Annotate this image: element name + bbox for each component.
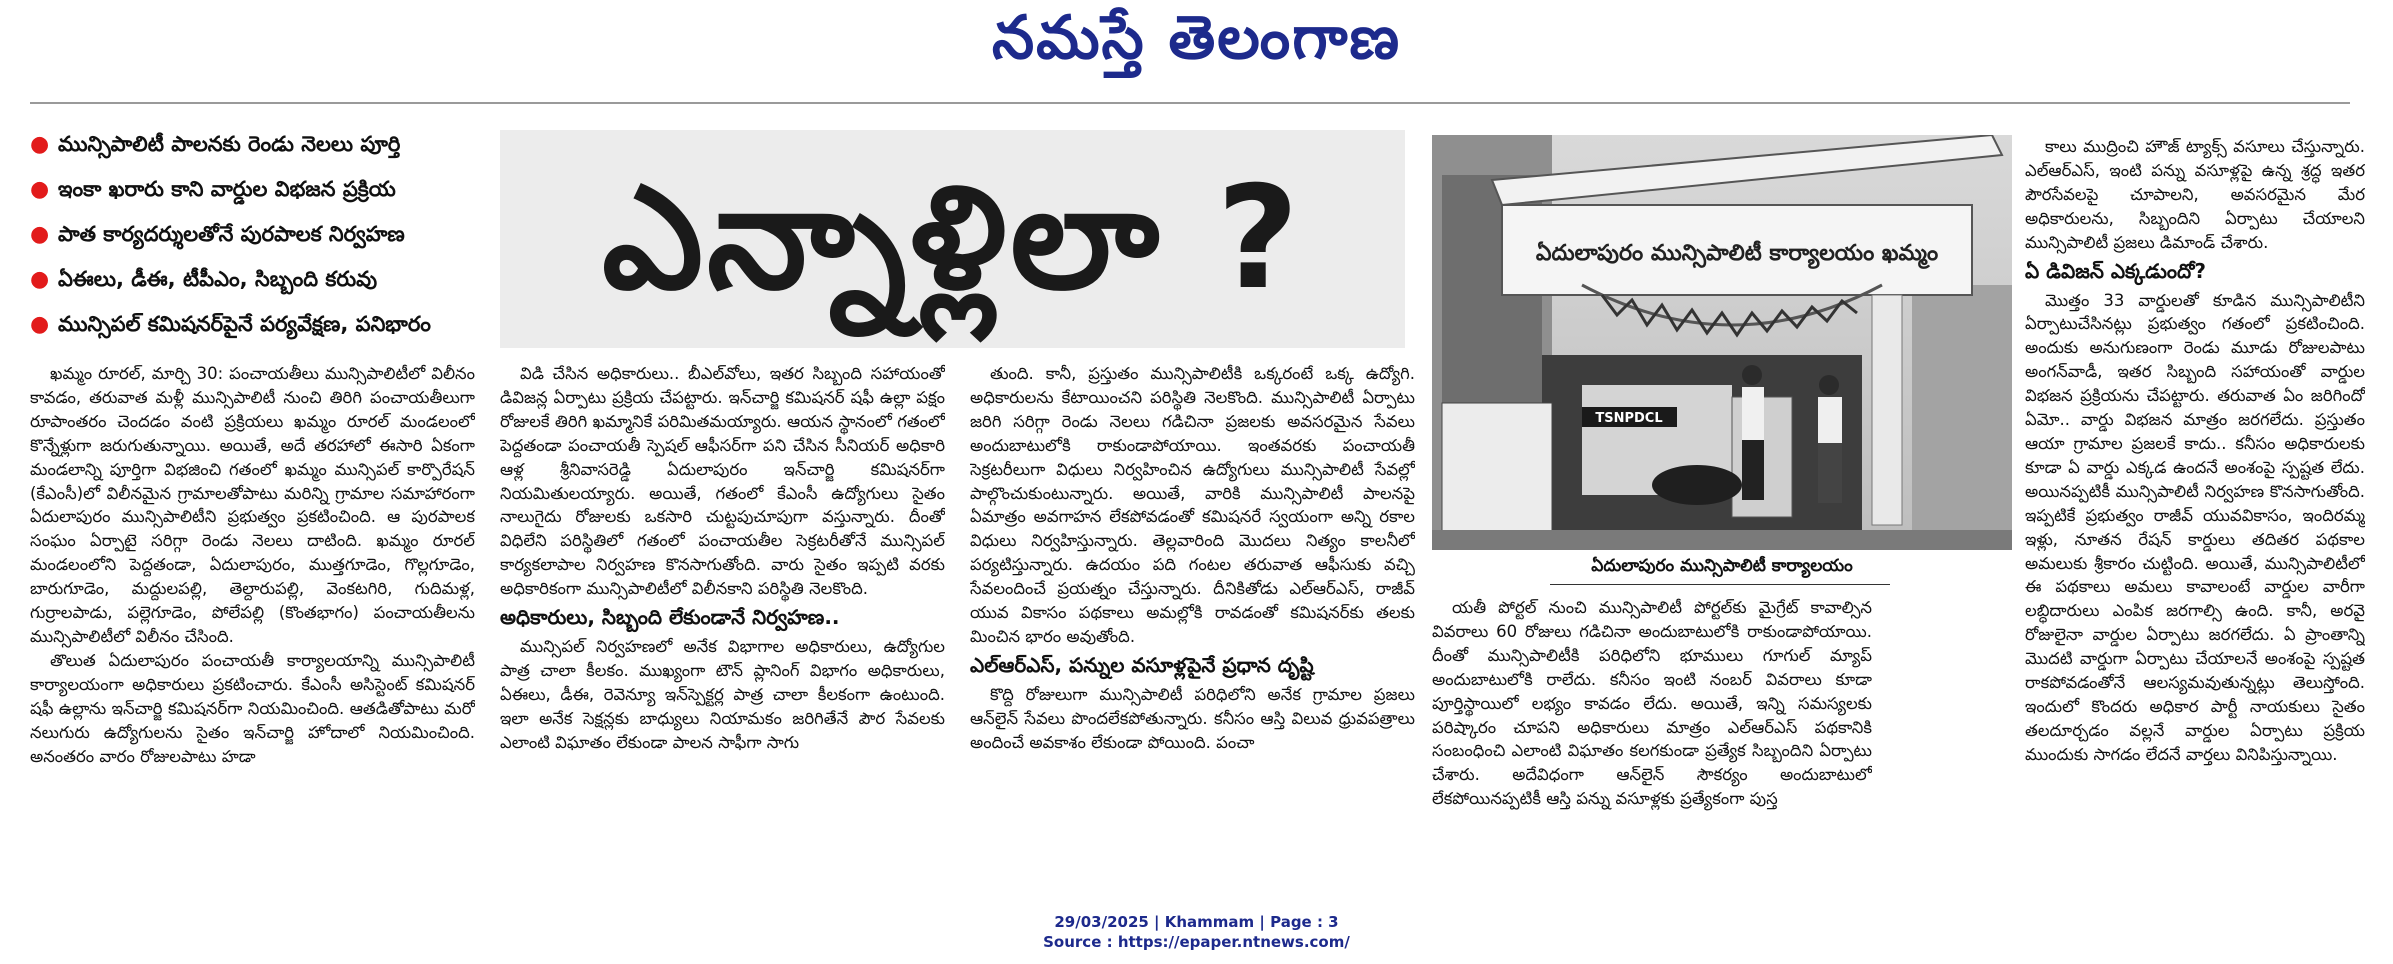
- masthead-divider: [30, 102, 2350, 104]
- headline-box: [500, 130, 1405, 348]
- municipal-office-photo: [1432, 135, 2012, 550]
- highlight-text: మున్సిపాలిటీ పాలనకు రెండు నెలలు పూర్తి: [58, 132, 401, 156]
- highlight-item: [30, 167, 500, 212]
- subheading: ఎల్‌ఆర్‌ఎస్‌, పన్నుల వసూళ్లపైనే ప్రధాన దృష్టి: [970, 652, 1314, 677]
- highlight-item: [30, 212, 500, 257]
- bullet-icon: ●: [30, 177, 50, 202]
- article-paragraph: మొత్తం 33 వార్డులతో కూడిన మున్సిపాలిటీని ఏర్పాటుచేసినట్లు ప్రభుత్వం గతంలో ప్రకటించింది. అందుకు అనుగుణంగా రెండు మూడు రోజులపాటు అంగన్‌వాడీ, ఇతర సిబ్బంది సహాయంతో వార్డుల విభజన ప్రక్రియను చేపట్టారు. తరువాత ఏం జరిగిందో ఏమో.. వార్డు విభజన మాత్రం జరగలేదు. ప్రస్తుతం ఆయా గ్రామాల ప్రజలకే కాదు.. కనీసం అధికారులకు కూడా ఏ వార్డు ఎక్కడ ఉందనే అంశంపై స్పష్టత లేదు. అయినప్పటికీ మున్సిపాలిటీ నిర్వహణ కొనసాగుతోంది. ఇప్పటికే ప్రభుత్వం రాజీవ్‌ యువవికాసం, ఇందిరమ్మ ఇళ్లు, నూతన రేషన్‌ కార్డులు తదితర పథకాల అమలుకు శ్రీకారం చుట్టింది. అయితే, మున్సిపాలిటీలో ఈ పథకాలు అమలు కావాలంటే వార్డుల వారీగా లబ్ధిదారులు ఎంపిక జరగాల్సి ఉంది. కానీ, అరవై రోజులైనా వార్డుల ఏర్పాటు జరగలేదు. ఏ ప్రాంతాన్ని మొదటి వార్డుగా ఏర్పాటు చేయాలనే అంశంపై స్పష్టత రాకపోవడంతోనే ఆలస్యమవుతున్నట్లు తెలుస్తోంది. ఇందులో కొందరు అధికార పార్టీ నాయకులు సైతం తలదూర్చడం వల్లనే వార్డుల ఏర్పాటు ప్రక్రియ ముందుకు సాగడం లేదనే వార్తలు వినిపిస్తున్నాయి.: [2025, 290, 2365, 764]
- article-paragraph: విడి చేసిన అధికారులు.. బీఎల్‌వోలు, ఇతర సిబ్బంది సహాయంతో డివిజన్ల ఏర్పాటు ప్రక్రియ చేపట్టారు. ఇన్‌చార్జి కమిషనర్‌ షఫీ ఉల్లా పక్షం రోజులకే తిరిగి ఖమ్మానికే పరిమితమయ్యారు. ఆయన స్థానంలో గతంలో పెద్దతండా పంచాయతీ స్పెషల్‌ ఆఫీసర్‌గా పని చేసిన సీనియర్‌ అధికారి ఆళ్ల శ్రీనివాసరెడ్డి ఏదులాపురం ఇన్‌చార్జి కమిషనర్‌గా నియమితులయ్యారు. అయితే, గతంలో కేఎంసీ ఉద్యోగులు సైతం నాలుగైదు రోజులకు ఒకసారి చుట్టపుచూపుగా వస్తున్నారు. దీంతో విధిలేని పరిస్థితిలో గతంలో పంచాయతీల సెక్రటరీతోనే మున్సిపల్‌ కార్యకలాపాల నిర్వహణ కొనసాగుతోంది. వారు సైతం ఇప్పటి వరకు అధికారికంగా మున్సిపాలిటీలో విలీనకాని పరిస్థితి నెలకొంది.: [500, 364, 945, 599]
- article-column-1: [30, 362, 475, 884]
- highlight-item: [30, 257, 500, 302]
- article-paragraph: కాలు ముద్రించి హౌజ్‌ ట్యాక్స్‌ వసూలు చేస్తున్నారు. ఎల్‌ఆర్‌ఎస్‌, ఇంటి పన్ను వసూళ్లపై ఉన్న శ్రద్ధ ఇతర పౌరసేవలపై చూపాలని, అవసరమైన మేర అధికారులను, సిబ్బందిని ఏర్పాటు చేయాలని మున్సిపాలిటీ ప్రజలు డిమాండ్‌ చేశారు.: [2025, 137, 2365, 252]
- article-column-2: [500, 362, 945, 884]
- article-column-4: [1432, 596, 1872, 886]
- article-paragraph: యతీ పోర్టల్‌ నుంచి మున్సిపాలిటీ పోర్టల్‌కు మైగ్రేట్‌ కావాల్సిన వివరాలు 60 రోజులు గడిచినా అందుబాటులోకి రాకుండాపోయాయి. దీంతో మున్సిపాలిటీకి పరిధిలోని భూములు గూగుల్‌ మ్యాప్‌ అందుబాటులోకి రాలేదు. కనీసం ఇంటి నంబర్‌ వివరాలు కూడా పూర్తిస్థాయిలో లభ్యం కావడం లేదు. అయితే, ఇన్ని సమస్యలకు పరిష్కారం చూపని అధికారులు మాత్రం ఎల్‌ఆర్‌ఎస్‌ పథకానికి సంబంధించి ఎలాంటి విఘాతం కలగకుండా ప్రత్యేక సిబ్బందిని ఏర్పాటు చేశారు. అదేవిధంగా ఆన్‌లైన్‌ సౌకర్యం అందుబాటులో లేకపోయినప్పటికీ ఆస్తి పన్ను వసూళ్లకు ప్రత్యేకంగా పుస్త: [1432, 598, 1872, 809]
- headline: ఎన్నాళ్లిలా ?: [602, 156, 1303, 321]
- article-paragraph: తుంది. కానీ, ప్రస్తుతం మున్సిపాలిటీకి ఒక్కరంటే ఒక్క ఉద్యోగి. అధికారులను కేటాయించని పరిస్థితి నెలకొంది. మున్సిపాలిటీ ఏర్పాటు జరిగి సరిగ్గా రెండు నెలలు గడిచినా ప్రజలకు అవసరమైన సేవలు అందుబాటులోకి రాకుండాపోయాయి. ఇంతవరకు పంచాయతీ సెక్రటరీలుగా విధులు నిర్వహించిన ఉద్యోగులు మున్సిపాలిటీ సేవల్లో పాల్గొంచుకుంటున్నారు. అయితే, వారికి మున్సిపాలిటీ పాలనపై ఏమాత్రం అవగాహన లేకపోవడంతో కమిషనరే స్వయంగా అన్ని రకాల విధులు నిర్వహిస్తున్నారు. తెల్లవారింది మొదలు నిత్యం కాలనీలో పర్యటిస్తున్నారు. ఉదయం పది గంటల తరువాత ఆఫీసుకు వచ్చి సేవలందించే ప్రయత్నం చేస్తున్నారు. దీనికితోడు ఎల్‌ఆర్‌ఎస్‌, రాజీవ్‌ యువ వికాసం పథకాలు అమల్లోకి రావడంతో కమిషనర్‌కు తలకు మించిన భారం అవుతోంది.: [970, 364, 1415, 646]
- article-paragraph: కొద్ది రోజులుగా మున్సిపాలిటీ పరిధిలోని అనేక గ్రామాల ప్రజలు ఆన్‌లైన్‌ సేవలు పొందలేకపోతున్నారు. కనీసం ఆస్తి విలువ ధ్రువపత్రాలు అందించే అవకాశం లేకుండా పోయింది. పంచా: [970, 684, 1415, 752]
- masthead: [0, 3, 2393, 73]
- highlight-item: [30, 302, 500, 347]
- building-sign-text: ఏదులాపురం మున్సిపాలిటీ కార్యాలయం ఖమ్మం: [1535, 241, 1939, 266]
- bullet-icon: ●: [30, 312, 50, 337]
- banner-text: TSNPDCL: [1595, 411, 1663, 426]
- subheading: ఏ డివిజన్‌ ఎక్కడుందో?: [2025, 258, 2207, 283]
- highlight-text: మున్సిపల్ కమిషనర్‌పైనే పర్యవేక్షణ, పనిభారం: [58, 312, 431, 336]
- bullet-icon: ●: [30, 222, 50, 247]
- bullet-icon: ●: [30, 132, 50, 157]
- highlights-list: [30, 122, 500, 347]
- photo-caption: ఏదులాపురం మున్సిపాలిటీ కార్యాలయం: [1591, 556, 1853, 576]
- highlight-text: ఏఈలు, డీఈ, టీపీఎం, సిబ్బంది కరువు: [58, 267, 378, 291]
- article-column-3: [970, 362, 1415, 884]
- highlight-text: ఇంకా ఖరారు కాని వార్డుల విభజన ప్రక్రియ: [58, 177, 396, 201]
- bullet-icon: ●: [30, 267, 50, 292]
- subheading: అధికారులు, సిబ్బంది లేకుండానే నిర్వహణ..: [500, 605, 840, 630]
- article-paragraph: ఖమ్మం రూరల్‌, మార్చి 30: పంచాయతీలు మున్సిపాలిటీలో విలీనం కావడం, తరువాత మళ్లీ మున్సిపాలిటీ నుంచి తిరిగి పంచాయతీలుగా రూపాంతరం చెందడం వంటి ప్రక్రియలు ఖమ్మం రూరల్‌ మండలంలో కొన్నేళ్లుగా జరుగుతున్నాయి. అయితే, అదే తరహాలో ఈసారి ఏకంగా మండలాన్ని పూర్తిగా విభజించి గతంలో ఖమ్మం మున్సిపల్‌ కార్పొరేషన్‌ (కేఎంసీ)లో విలీనమైన గ్రామాలతోపాటు మరిన్ని గ్రామాల సమాహారంగా ఏదులాపురం మున్సిపాలిటీని ప్రభుత్వం ప్రకటించింది. ఆ పురపాలక సంఘం ఏర్పాటై సరిగ్గా రెండు నెలలు దాటింది. ఖమ్మం రూరల్‌ మండలంలోని పెద్దతండా, ఏదులాపురం, ముత్తగూడెం, గొల్లగూడెం, బారుగూడెం, మద్దులపల్లి, తెల్దారుపల్లి, వెంకటగిరి, గుదిమళ్ల, గుర్రాలపాడు, పల్లెగూడెం, పోలేపల్లి (కొంతభాగం) పంచాయతీలను మున్సిపాలిటీలో విలీనం చేసింది.: [30, 364, 475, 646]
- source-link[interactable]: Source : https://epaper.ntnews.com/: [1043, 933, 1350, 951]
- article-paragraph: తొలుత ఏదులాపురం పంచాయతీ కార్యాలయాన్ని మున్సిపాలిటీ కార్యాలయంగా అధికారులు ప్రకటించారు. కేఎంసీ అసిస్టెంట్‌ కమిషనర్‌ షఫీ ఉల్లాను ఇన్‌చార్జి కమిషనర్‌గా నియమించింది. ఆతడితోపాటు మరో నలుగురు ఉద్యోగులను సైతం ఇన్‌చార్జి హోదాలో నియమించింది. అనంతరం వారం రోజులపాటు హడా: [30, 650, 475, 766]
- edition-info: 29/03/2025 | Khammam | Page : 3: [1054, 913, 1339, 931]
- article-paragraph: మున్సిపల్‌ నిర్వహణలో అనేక విభాగాల అధికారులు, ఉద్యోగుల పాత్ర చాలా కీలకం. ముఖ్యంగా టౌన్‌ ప్లానింగ్‌ విభాగం అధికారులు, ఏఈలు, డీఈ, రెవెన్యూ ఇన్‌స్పెక్టర్ల పాత్ర చాలా కీలకంగా ఉంటుంది. ఇలా అనేక సెక్షన్లకు బాధ్యులు నియామకం జరిగితేనే పౌర సేవలకు ఎలాంటి విఘాతం లేకుండా పాలన సాఫీగా సాగు: [500, 637, 945, 752]
- news-photo: [1432, 135, 2012, 550]
- page-footer: [0, 912, 2393, 952]
- caption-underline: [1550, 584, 1890, 585]
- article-column-5: [2025, 135, 2365, 885]
- newspaper-logo: నమస్తే తెలంగాణ: [991, 3, 1402, 73]
- highlight-text: పాత కార్యదర్శులతోనే పురపాలక నిర్వహణ: [58, 222, 405, 246]
- highlight-item: [30, 122, 500, 167]
